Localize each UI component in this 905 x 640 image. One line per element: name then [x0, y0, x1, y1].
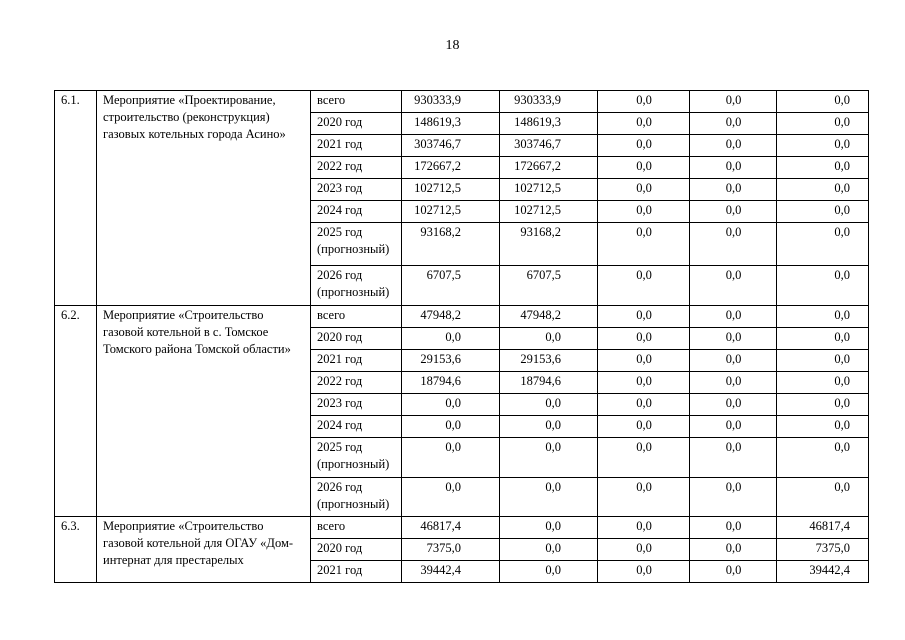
period-cell: 2025 год (прогнозный) — [311, 223, 402, 266]
period-cell: всего — [311, 517, 402, 539]
value-cell: 7375,0 — [777, 539, 869, 561]
period-cell: всего — [311, 306, 402, 328]
value-cell: 0,0 — [500, 478, 598, 517]
value-cell: 0,0 — [402, 394, 500, 416]
value-cell: 0,0 — [598, 438, 690, 478]
value-cell: 6707,5 — [500, 266, 598, 306]
value-cell: 0,0 — [402, 438, 500, 478]
period-cell: 2026 год (прогнозный) — [311, 266, 402, 306]
period-cell: 2025 год (прогнозный) — [311, 438, 402, 478]
value-cell: 172667,2 — [500, 157, 598, 179]
table-row — [55, 91, 869, 113]
value-cell: 0,0 — [777, 394, 869, 416]
value-cell: 0,0 — [777, 438, 869, 478]
period-cell: 2020 год — [311, 113, 402, 135]
value-cell: 0,0 — [690, 266, 777, 306]
value-cell: 0,0 — [500, 517, 598, 539]
value-cell: 0,0 — [598, 223, 690, 266]
value-cell: 0,0 — [777, 372, 869, 394]
value-cell: 18794,6 — [500, 372, 598, 394]
value-cell: 0,0 — [598, 517, 690, 539]
value-cell: 0,0 — [598, 478, 690, 517]
period-cell: всего — [311, 91, 402, 113]
value-cell: 102712,5 — [500, 201, 598, 223]
value-cell: 0,0 — [690, 91, 777, 113]
value-cell: 0,0 — [690, 438, 777, 478]
value-cell: 0,0 — [777, 157, 869, 179]
item-number: 6.3. — [55, 517, 97, 583]
item-number: 6.1. — [55, 91, 97, 306]
value-cell: 0,0 — [402, 478, 500, 517]
value-cell: 47948,2 — [402, 306, 500, 328]
page-number: 18 — [445, 38, 460, 53]
value-cell: 0,0 — [690, 478, 777, 517]
period-cell: 2024 год — [311, 201, 402, 223]
value-cell: 0,0 — [690, 372, 777, 394]
table-row — [55, 517, 869, 539]
value-cell: 0,0 — [690, 350, 777, 372]
value-cell: 0,0 — [777, 113, 869, 135]
period-cell: 2021 год — [311, 350, 402, 372]
value-cell: 0,0 — [777, 91, 869, 113]
table-row — [55, 306, 869, 328]
value-cell: 0,0 — [500, 539, 598, 561]
period-cell: 2022 год — [311, 372, 402, 394]
value-cell: 93168,2 — [500, 223, 598, 266]
value-cell: 0,0 — [777, 179, 869, 201]
value-cell: 0,0 — [500, 394, 598, 416]
value-cell: 29153,6 — [402, 350, 500, 372]
value-cell: 0,0 — [777, 306, 869, 328]
value-cell: 102712,5 — [402, 201, 500, 223]
value-cell: 0,0 — [690, 394, 777, 416]
value-cell: 0,0 — [598, 539, 690, 561]
value-cell: 0,0 — [690, 416, 777, 438]
value-cell: 0,0 — [777, 223, 869, 266]
value-cell: 29153,6 — [500, 350, 598, 372]
value-cell: 0,0 — [598, 113, 690, 135]
value-cell: 0,0 — [690, 517, 777, 539]
value-cell: 6707,5 — [402, 266, 500, 306]
value-cell: 0,0 — [777, 328, 869, 350]
value-cell: 303746,7 — [402, 135, 500, 157]
value-cell: 148619,3 — [402, 113, 500, 135]
value-cell: 0,0 — [500, 561, 598, 583]
value-cell: 0,0 — [777, 266, 869, 306]
value-cell: 0,0 — [777, 135, 869, 157]
value-cell: 0,0 — [598, 372, 690, 394]
value-cell: 0,0 — [690, 223, 777, 266]
value-cell: 0,0 — [690, 561, 777, 583]
value-cell: 0,0 — [500, 438, 598, 478]
period-cell: 2020 год — [311, 539, 402, 561]
value-cell: 18794,6 — [402, 372, 500, 394]
period-cell: 2026 год (прогнозный) — [311, 478, 402, 517]
value-cell: 0,0 — [598, 266, 690, 306]
value-cell: 0,0 — [402, 328, 500, 350]
value-cell: 0,0 — [598, 179, 690, 201]
item-title: Мероприятие «Строительство газовой котельной в с. Томское Томского района Томской области» — [97, 306, 311, 517]
value-cell: 39442,4 — [777, 561, 869, 583]
value-cell: 93168,2 — [402, 223, 500, 266]
value-cell: 0,0 — [598, 201, 690, 223]
value-cell: 0,0 — [500, 416, 598, 438]
value-cell: 0,0 — [690, 135, 777, 157]
value-cell: 930333,9 — [402, 91, 500, 113]
value-cell: 0,0 — [777, 416, 869, 438]
value-cell: 0,0 — [777, 350, 869, 372]
value-cell: 0,0 — [690, 328, 777, 350]
value-cell: 102712,5 — [402, 179, 500, 201]
value-cell: 0,0 — [598, 561, 690, 583]
value-cell: 930333,9 — [500, 91, 598, 113]
item-title: Мероприятие «Проектирование, строительство (реконструкция) газовых котельных города Асино» — [97, 91, 311, 306]
item-title: Мероприятие «Строительство газовой котельной для ОГАУ «Дом-интернат для престарелых — [97, 517, 311, 583]
value-cell: 0,0 — [598, 328, 690, 350]
value-cell: 0,0 — [500, 328, 598, 350]
value-cell: 0,0 — [690, 179, 777, 201]
funding-table — [54, 90, 869, 583]
value-cell: 46817,4 — [402, 517, 500, 539]
value-cell: 0,0 — [690, 201, 777, 223]
value-cell: 0,0 — [598, 157, 690, 179]
period-cell: 2023 год — [311, 179, 402, 201]
item-number: 6.2. — [55, 306, 97, 517]
period-cell: 2021 год — [311, 135, 402, 157]
value-cell: 0,0 — [690, 306, 777, 328]
value-cell: 0,0 — [690, 157, 777, 179]
value-cell: 0,0 — [690, 539, 777, 561]
value-cell: 0,0 — [777, 478, 869, 517]
period-cell: 2021 год — [311, 561, 402, 583]
period-cell: 2023 год — [311, 394, 402, 416]
value-cell: 0,0 — [598, 91, 690, 113]
value-cell: 0,0 — [598, 416, 690, 438]
value-cell: 39442,4 — [402, 561, 500, 583]
value-cell: 0,0 — [598, 350, 690, 372]
value-cell: 303746,7 — [500, 135, 598, 157]
period-cell: 2022 год — [311, 157, 402, 179]
value-cell: 0,0 — [598, 394, 690, 416]
value-cell: 0,0 — [402, 416, 500, 438]
value-cell: 0,0 — [598, 306, 690, 328]
value-cell: 0,0 — [598, 135, 690, 157]
value-cell: 148619,3 — [500, 113, 598, 135]
value-cell: 102712,5 — [500, 179, 598, 201]
value-cell: 172667,2 — [402, 157, 500, 179]
value-cell: 47948,2 — [500, 306, 598, 328]
value-cell: 0,0 — [777, 201, 869, 223]
value-cell: 7375,0 — [402, 539, 500, 561]
value-cell: 46817,4 — [777, 517, 869, 539]
period-cell: 2020 год — [311, 328, 402, 350]
period-cell: 2024 год — [311, 416, 402, 438]
value-cell: 0,0 — [690, 113, 777, 135]
